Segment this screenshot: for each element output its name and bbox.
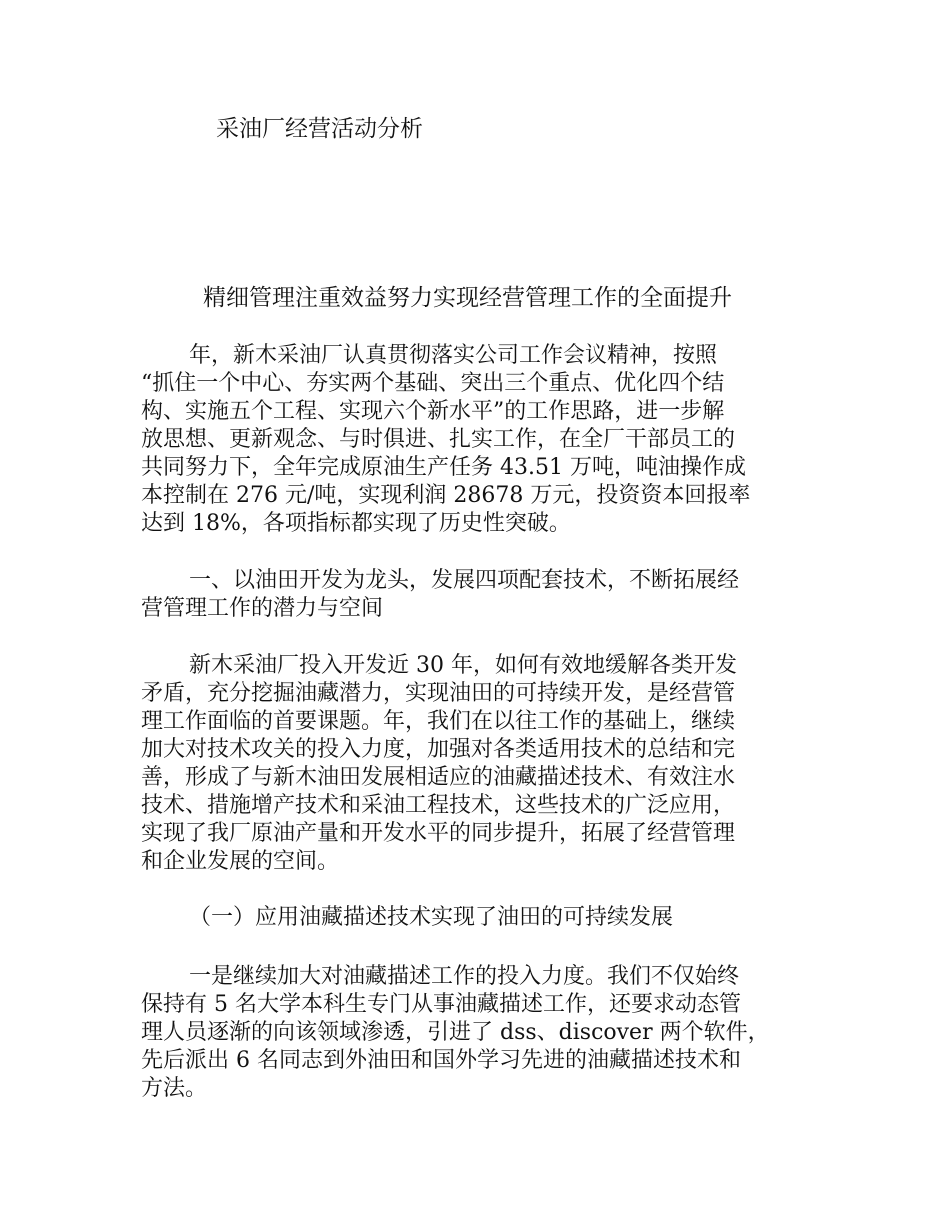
paragraph	[141, 963, 841, 1103]
subsection-heading	[141, 904, 841, 932]
paragraph-line: 保持有 5 名大学本科生专门从事油藏描述工作，还要求动态管	[141, 992, 741, 1017]
paragraph-line: 加大对技术攻关的投入力度，加强对各类适用技术的总结和完	[141, 737, 736, 762]
paragraph-line: 善，形成了与新木油田发展相适应的油藏描述技术、有效注水	[141, 765, 736, 790]
paragraph-line: 营管理工作的潜力与空间	[141, 596, 384, 621]
paragraph-line: 先后派出 6 名同志到外油田和国外学习先进的油藏描述技术和	[141, 1048, 741, 1073]
paragraph-line: 年，新木采油厂认真贯彻落实公司工作会议精神，按照	[189, 343, 718, 368]
paragraph-line: 一、以油田开发为龙头，发展四项配套技术，不断拓展经	[189, 568, 740, 593]
paragraph-line: 和企业发展的空间。	[141, 849, 340, 874]
paragraph-line: 共同努力下，全年完成原油生产任务 43.51 万吨，吨油操作成	[141, 455, 746, 480]
paragraph	[141, 342, 841, 538]
paragraph-line: 新木采油厂投入开发近 30 年，如何有效地缓解各类开发	[189, 653, 737, 678]
paragraph-line: 理工作面临的首要课题。年，我们在以往工作的基础上，继续	[141, 709, 736, 734]
paragraph-line: 技术、措施增产技术和采油工程技术，这些技术的广泛应用，	[141, 793, 736, 818]
paragraph-line: 实现了我厂原油产量和开发水平的同步提升，拓展了经营管理	[141, 821, 736, 846]
paragraph-line: 达到 18%，各项指标都实现了历史性突破。	[141, 511, 571, 536]
paragraph-line: 本控制在 276 元/吨，实现利润 28678 万元，投资资本回报率	[141, 483, 751, 508]
paragraph-line: “抓住一个中心、夯实两个基础、突出三个重点、优化四个结	[141, 371, 725, 396]
section-heading	[141, 567, 841, 623]
document-title: 采油厂经营活动分析	[216, 116, 423, 142]
paragraph-line: 理人员逐渐的向该领域渗透，引进了 dss、discover 两个软件，	[141, 1020, 770, 1045]
paragraph-line: 放思想、更新观念、与时俱进、扎实工作，在全厂干部员工的	[141, 427, 736, 452]
paragraph-line: 矛盾，充分挖掘油藏潜力，实现油田的可持续开发，是经营管	[141, 681, 736, 706]
paragraph-line: 一是继续加大对油藏描述工作的投入力度。我们不仅始终	[189, 964, 740, 989]
paragraph	[141, 652, 841, 876]
document-subtitle: 精细管理注重效益努力实现经营管理工作的全面提升	[203, 285, 732, 311]
paragraph-line: 构、实施五个工程、实现六个新水平”的工作思路，进一步解	[141, 399, 725, 424]
paragraph-line: 方法。	[141, 1076, 208, 1101]
paragraph-line: （一）应用油藏描述技术实现了油田的可持续发展	[189, 905, 674, 930]
